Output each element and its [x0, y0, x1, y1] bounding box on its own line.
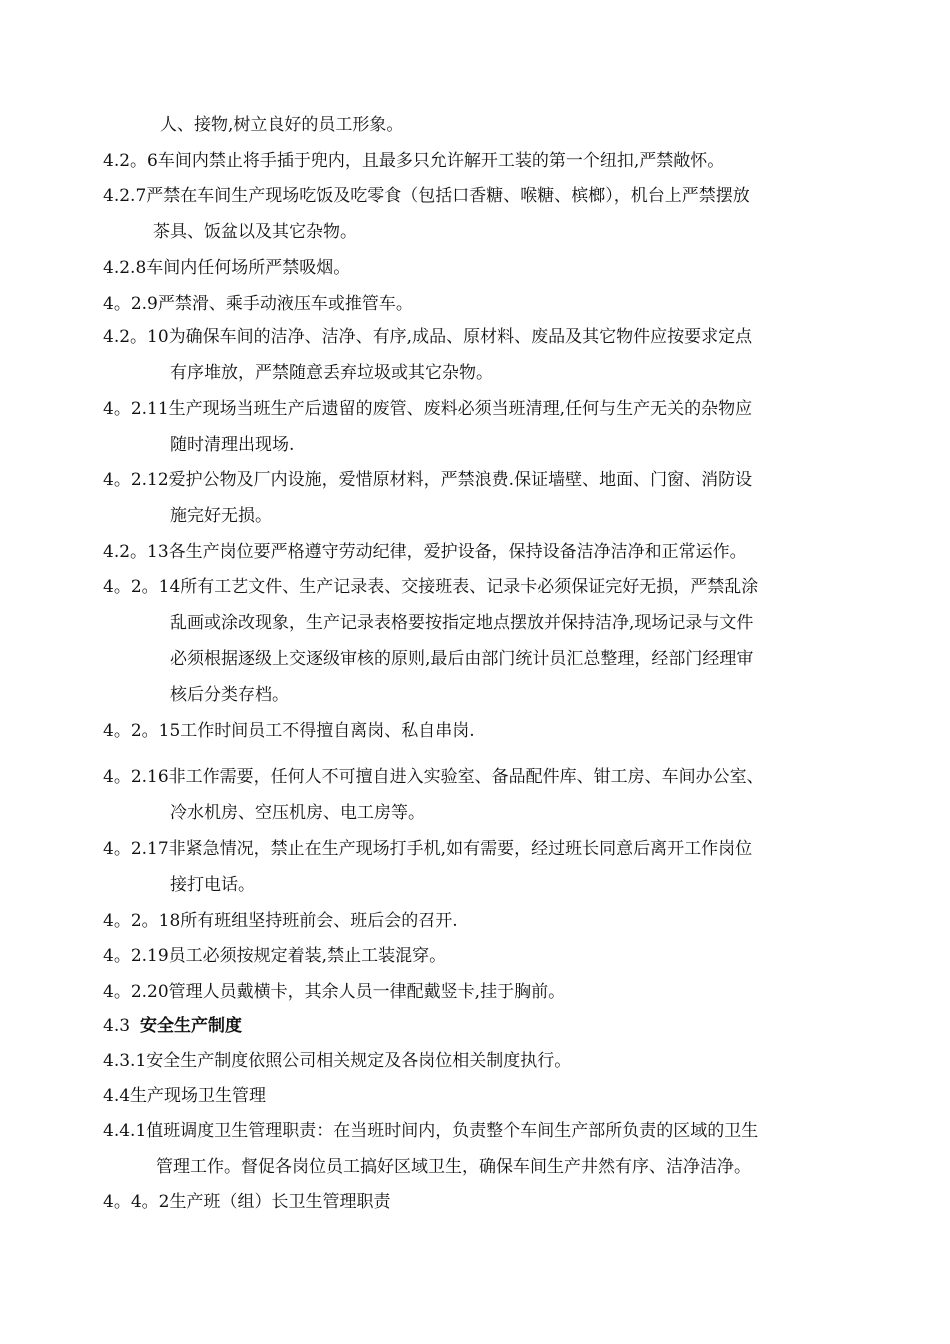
- clause-4-2-10: [103, 319, 849, 391]
- clause-4-2-7: [103, 178, 849, 250]
- text-line: 核后分类存档。: [170, 685, 289, 705]
- text-line: 4.2。13各生产岗位要严格遵守劳动纪律，爱护设备，保持设备洁净洁净和正常运作。: [103, 542, 747, 562]
- section-heading-4-4: [103, 1078, 849, 1114]
- clause-4-3-1: [103, 1043, 849, 1079]
- text-line: 4。2。14所有工艺文件、生产记录表、交接班表、记录卡必须保证完好无损，严禁乱涂: [103, 577, 759, 597]
- text-line: 4。2.17非紧急情况，禁止在生产现场打手机,如有需要，经过班长同意后离开工作岗位: [103, 839, 753, 859]
- text-line: 乱画或涂改现象，生产记录表格要按指定地点摆放并保持洁净,现场记录与文件: [170, 613, 754, 633]
- text-line: 4.2。6车间内禁止将手插于兜内，且最多只允许解开工装的第一个纽扣,严禁敞怀。: [103, 151, 725, 171]
- text-line: 4。2.19员工必须按规定着装,禁止工装混穿。: [103, 946, 447, 966]
- text-line: 4.2。10为确保车间的洁净、洁净、有序,成品、原材料、废品及其它物件应按要求定点: [103, 327, 753, 347]
- text-line: 4。2。18所有班组坚持班前会、班后会的召开.: [103, 911, 458, 931]
- section-number: 4.3: [103, 1016, 131, 1036]
- text-line: 4。2。15工作时间员工不得擅自离岗、私自串岗.: [103, 721, 475, 741]
- text-line: 4。2.20管理人员戴横卡，其余人员一律配戴竖卡,挂于胸前。: [103, 982, 566, 1002]
- clause-4-2-20: [103, 974, 849, 1010]
- clause-4-2-13: [103, 534, 849, 570]
- text-line: 4。2.11生产现场当班生产后遗留的废管、废料必须当班清理,任何与生产无关的杂物应: [103, 399, 753, 419]
- text-line: 茶具、饭盆以及其它杂物。: [153, 222, 357, 242]
- clause-4-4-2: [103, 1184, 849, 1220]
- text-line: 4。4。2生产班（组）长卫生管理职责: [103, 1192, 391, 1212]
- text-line: 施完好无损。: [170, 506, 272, 526]
- clause-4-2-14: [103, 569, 849, 713]
- clause-4-2-9: [103, 286, 849, 322]
- text-line: 4.2.7严禁在车间生产现场吃饭及吃零食（包括口香糖、喉糖、槟榔），机台上严禁摆放: [103, 186, 750, 206]
- text-line: 4.4生产现场卫生管理: [103, 1086, 267, 1106]
- clause-4-2-17: [103, 831, 849, 903]
- section-heading-4-3: [103, 1008, 242, 1044]
- clause-4-2-16: [103, 759, 849, 831]
- clause-4-2-11: [103, 391, 849, 463]
- clause-4-2-18: [103, 903, 849, 939]
- text-line: 4。2.12爱护公物及厂内设施，爱惜原材料，严禁浪费.保证墙壁、地面、门窗、消防设: [103, 470, 753, 490]
- text-line: 4.4.1值班调度卫生管理职责：在当班时间内，负责整个车间生产部所负责的区域的卫生: [103, 1121, 759, 1141]
- clause-4-4-1: [103, 1113, 849, 1185]
- text-line: 4.3.1安全生产制度依照公司相关规定及各岗位相关制度执行。: [103, 1051, 572, 1071]
- text-line: 冷水机房、空压机房、电工房等。: [170, 803, 425, 823]
- text-line: 人、接物,树立良好的员工形象。: [160, 115, 404, 135]
- section-title: 安全生产制度: [140, 1016, 243, 1036]
- text-line: 4。2.16非工作需要，任何人不可擅自进入实验室、备品配件库、钳工房、车间办公室、: [103, 767, 764, 787]
- text-line: 随时清理出现场.: [170, 435, 295, 455]
- text-line: 必须根据逐级上交逐级审核的原则,最后由部门统计员汇总整理，经部门经理审: [170, 649, 754, 669]
- paragraph-continuation: [103, 107, 849, 143]
- clause-4-2-19: [103, 938, 849, 974]
- text-line: 4.2.8车间内任何场所严禁吸烟。: [103, 258, 351, 278]
- text-line: 有序堆放，严禁随意丢弃垃圾或其它杂物。: [170, 363, 493, 383]
- clause-4-2-15: [103, 713, 849, 749]
- text-line: 接打电话。: [170, 875, 255, 895]
- text-line: 管理工作。督促各岗位员工搞好区域卫生，确保车间生产井然有序、洁净洁净。: [156, 1157, 751, 1177]
- clause-4-2-12: [103, 462, 849, 534]
- text-line: 4。2.9严禁滑、乘手动液压车或推管车。: [103, 294, 413, 314]
- clause-4-2-6: [103, 143, 849, 179]
- clause-4-2-8: [103, 250, 849, 286]
